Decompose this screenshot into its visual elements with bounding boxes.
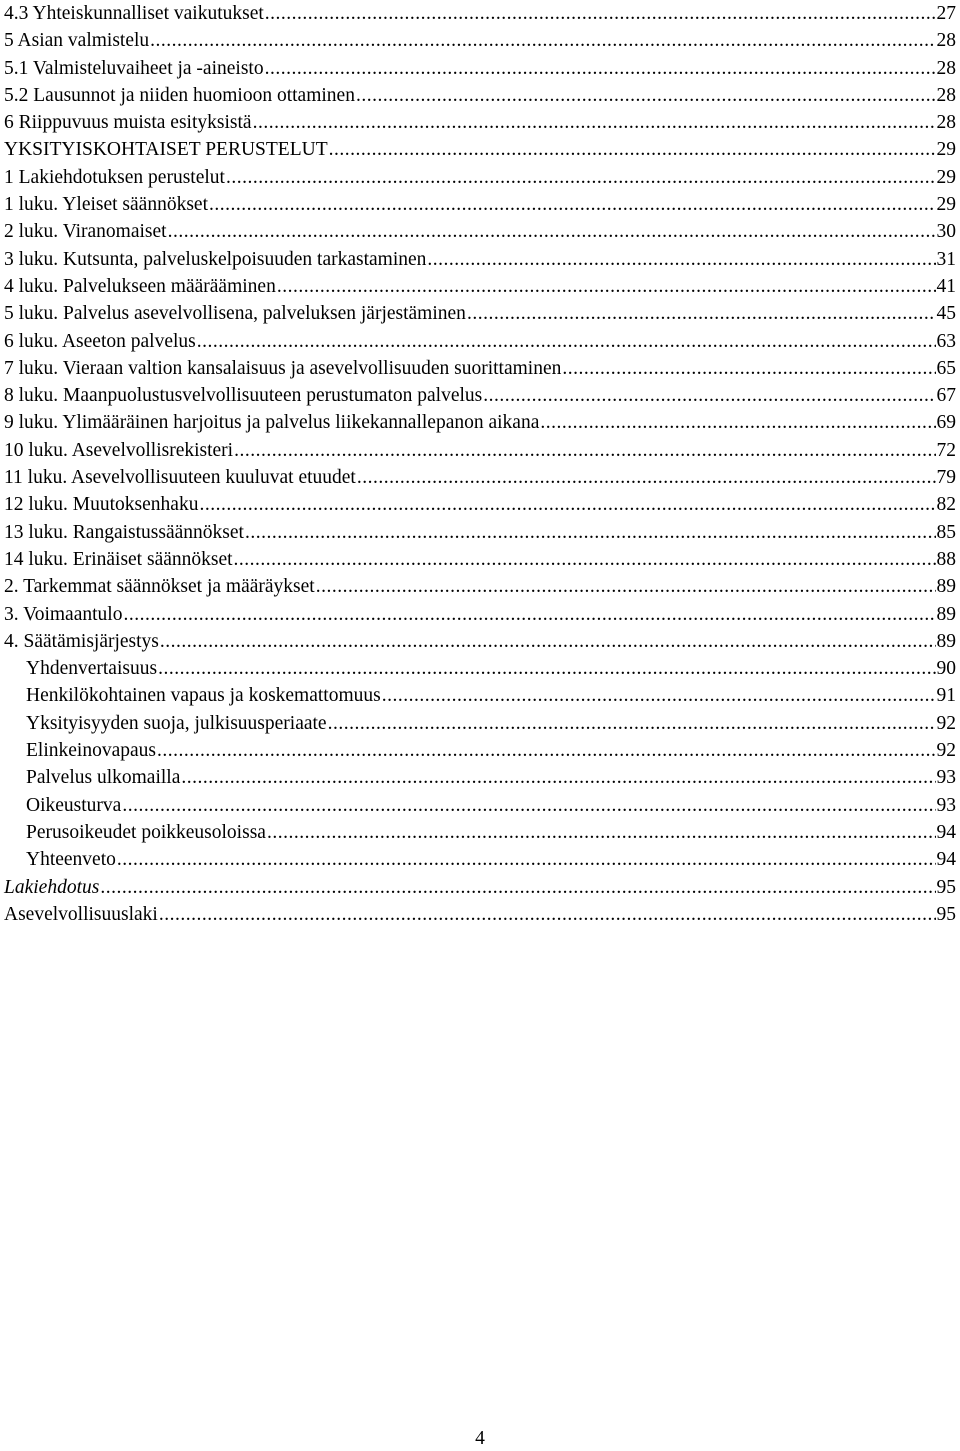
- toc-leader-dots: [328, 710, 936, 737]
- toc-leader-dots: [100, 874, 935, 901]
- toc-entry-label: 1 luku. Yleiset säännökset: [4, 194, 208, 216]
- toc-entry[interactable]: [4, 819, 956, 846]
- toc-entry-label: 3. Voimaantulo: [4, 603, 123, 625]
- toc-entry[interactable]: [4, 519, 956, 546]
- toc-entry-label: 1 Lakiehdotuksen perustelut: [4, 166, 225, 188]
- toc-leader-dots: [245, 519, 936, 546]
- toc-entry[interactable]: [4, 382, 956, 409]
- toc-entry-page: 92: [936, 712, 956, 734]
- table-of-contents: [4, 0, 956, 928]
- toc-entry-page: 89: [936, 576, 956, 598]
- toc-entry-label: 11 luku. Asevelvollisuuteen kuuluvat etuudet: [4, 467, 356, 489]
- toc-entry-label: 14 luku. Erinäiset säännökset: [4, 548, 233, 570]
- toc-leader-dots: [382, 682, 936, 709]
- toc-entry-page: 30: [936, 221, 956, 243]
- toc-leader-dots: [209, 191, 936, 218]
- toc-entry-label: 5.2 Lausunnot ja niiden huomioon ottaminen: [4, 84, 355, 106]
- toc-entry-label: 6 Riippuvuus muista esityksistä: [4, 112, 252, 134]
- toc-entry-page: 79: [936, 467, 956, 489]
- toc-entry[interactable]: [4, 846, 956, 873]
- toc-entry-page: 93: [936, 767, 956, 789]
- toc-leader-dots: [562, 355, 935, 382]
- toc-entry-label: YKSITYISKOHTAISET PERUSTELUT: [4, 139, 328, 161]
- toc-entry[interactable]: [4, 136, 956, 163]
- toc-entry[interactable]: [4, 546, 956, 573]
- toc-entry[interactable]: [4, 218, 956, 245]
- toc-entry[interactable]: [4, 491, 956, 518]
- toc-entry[interactable]: [4, 737, 956, 764]
- toc-entry[interactable]: [4, 655, 956, 682]
- toc-entry-page: 29: [936, 139, 956, 161]
- toc-entry-label: Perusoikeudet poikkeusoloissa: [26, 821, 266, 843]
- toc-entry-label: 9 luku. Ylimääräinen harjoitus ja palvelus liikekannallepanon aikana: [4, 412, 540, 434]
- toc-leader-dots: [234, 437, 935, 464]
- toc-entry-label: 12 luku. Muutoksenhaku: [4, 494, 199, 516]
- toc-entry[interactable]: [4, 573, 956, 600]
- toc-entry-page: 89: [936, 603, 956, 625]
- toc-leader-dots: [158, 655, 935, 682]
- toc-entry-label: Yksityisyyden suoja, julkisuusperiaate: [26, 712, 327, 734]
- toc-entry-label: 5.1 Valmisteluvaiheet ja -aineisto: [4, 57, 264, 79]
- toc-entry[interactable]: [4, 0, 956, 27]
- toc-entry-page: 27: [936, 3, 956, 24]
- toc-entry-label: Lakiehdotus: [4, 876, 100, 898]
- toc-leader-dots: [267, 819, 936, 846]
- toc-entry-label: Yhdenvertaisuus: [26, 658, 158, 680]
- toc-entry[interactable]: [4, 82, 956, 109]
- toc-entry-label: 4 luku. Palvelukseen määrääminen: [4, 275, 276, 297]
- toc-entry-page: 28: [936, 84, 956, 106]
- toc-entry-page: 67: [936, 385, 956, 407]
- toc-entry-label: 5 luku. Palvelus asevelvollisena, palveluksen järjestäminen: [4, 303, 466, 325]
- toc-leader-dots: [265, 55, 936, 82]
- toc-entry-label: Henkilökohtainen vapaus ja koskemattomuus: [26, 685, 381, 707]
- toc-leader-dots: [540, 409, 935, 436]
- toc-leader-dots: [467, 300, 936, 327]
- toc-entry-page: 93: [936, 794, 956, 816]
- toc-entry[interactable]: [4, 764, 956, 791]
- toc-entry[interactable]: [4, 164, 956, 191]
- toc-leader-dots: [199, 491, 935, 518]
- toc-entry[interactable]: [4, 710, 956, 737]
- toc-entry-label: 6 luku. Aseeton palvelus: [4, 330, 196, 352]
- toc-entry-label: Oikeusturva: [26, 794, 122, 816]
- page-number: 4: [475, 1428, 485, 1449]
- toc-entry-page: 65: [936, 357, 956, 379]
- toc-leader-dots: [160, 628, 936, 655]
- toc-entry-page: 94: [936, 849, 956, 871]
- toc-leader-dots: [356, 82, 936, 109]
- toc-entry[interactable]: [4, 246, 956, 273]
- toc-entry-page: 28: [936, 112, 956, 134]
- toc-entry[interactable]: [4, 901, 956, 928]
- toc-leader-dots: [234, 546, 936, 573]
- toc-leader-dots: [159, 901, 936, 928]
- toc-entry-label: Palvelus ulkomailla: [26, 767, 181, 789]
- toc-leader-dots: [483, 382, 935, 409]
- toc-entry-label: Asevelvollisuuslaki: [4, 903, 158, 925]
- toc-entry-page: 45: [936, 303, 956, 325]
- toc-entry-page: 41: [936, 275, 956, 297]
- toc-leader-dots: [357, 464, 936, 491]
- toc-entry[interactable]: [4, 55, 956, 82]
- toc-entry-label: 5 Asian valmistelu: [4, 30, 150, 52]
- toc-entry-page: 28: [936, 57, 956, 79]
- toc-entry[interactable]: [4, 27, 956, 54]
- toc-entry[interactable]: [4, 300, 956, 327]
- toc-entry[interactable]: [4, 409, 956, 436]
- toc-leader-dots: [329, 136, 936, 163]
- toc-entry-page: 85: [936, 521, 956, 543]
- toc-entry-label: 4.3 Yhteiskunnalliset vaikutukset: [4, 3, 264, 24]
- toc-entry[interactable]: [4, 628, 956, 655]
- toc-entry-label: 8 luku. Maanpuolustusvelvollisuuteen perustumaton palvelus: [4, 385, 483, 407]
- toc-entry[interactable]: [4, 601, 956, 628]
- toc-entry[interactable]: [4, 191, 956, 218]
- toc-entry-label: Yhteenveto: [26, 849, 116, 871]
- toc-entry-label: 4. Säätämisjärjestys: [4, 630, 159, 652]
- toc-leader-dots: [197, 328, 936, 355]
- toc-entry[interactable]: [4, 682, 956, 709]
- toc-entry-page: 89: [936, 630, 956, 652]
- toc-entry[interactable]: [4, 437, 956, 464]
- toc-leader-dots: [427, 246, 935, 273]
- toc-leader-dots: [122, 792, 935, 819]
- toc-entry-page: 91: [936, 685, 956, 707]
- toc-leader-dots: [253, 109, 936, 136]
- toc-entry-label: Elinkeinovapaus: [26, 740, 156, 762]
- toc-entry-page: 29: [936, 194, 956, 216]
- toc-entry-page: 95: [936, 876, 956, 898]
- toc-entry-page: 31: [936, 248, 956, 270]
- toc-leader-dots: [277, 273, 936, 300]
- toc-entry-label: 3 luku. Kutsunta, palveluskelpoisuuden tarkastaminen: [4, 248, 427, 270]
- toc-entry[interactable]: [4, 328, 956, 355]
- toc-entry-page: 90: [936, 658, 956, 680]
- toc-leader-dots: [150, 27, 935, 54]
- toc-entry-label: 7 luku. Vieraan valtion kansalaisuus ja asevelvollisuuden suorittaminen: [4, 357, 562, 379]
- toc-leader-dots: [123, 601, 935, 628]
- toc-entry[interactable]: [4, 792, 956, 819]
- toc-entry-page: 88: [936, 548, 956, 570]
- toc-entry-page: 29: [936, 166, 956, 188]
- toc-entry-label: 13 luku. Rangaistussäännökset: [4, 521, 244, 543]
- toc-entry-label: 2 luku. Viranomaiset: [4, 221, 167, 243]
- toc-entry-page: 69: [936, 412, 956, 434]
- toc-leader-dots: [157, 737, 936, 764]
- toc-entry-label: 2. Tarkemmat säännökset ja määräykset: [4, 576, 315, 598]
- toc-entry-page: 95: [936, 903, 956, 925]
- toc-leader-dots: [226, 164, 936, 191]
- toc-entry[interactable]: [4, 464, 956, 491]
- toc-leader-dots: [168, 218, 936, 245]
- toc-entry[interactable]: [4, 109, 956, 136]
- toc-leader-dots: [316, 573, 936, 600]
- toc-leader-dots: [181, 764, 935, 791]
- toc-leader-dots: [265, 0, 936, 27]
- toc-entry-page: 72: [936, 439, 956, 461]
- toc-entry-page: 94: [936, 821, 956, 843]
- toc-entry-page: 92: [936, 740, 956, 762]
- toc-entry-page: 63: [936, 330, 956, 352]
- toc-entry[interactable]: [4, 355, 956, 382]
- toc-leader-dots: [117, 846, 936, 873]
- toc-entry-page: 82: [936, 494, 956, 516]
- toc-entry-page: 28: [936, 30, 956, 52]
- toc-entry[interactable]: [4, 874, 956, 901]
- toc-entry[interactable]: [4, 273, 956, 300]
- toc-entry-label: 10 luku. Asevelvollisrekisteri: [4, 439, 234, 461]
